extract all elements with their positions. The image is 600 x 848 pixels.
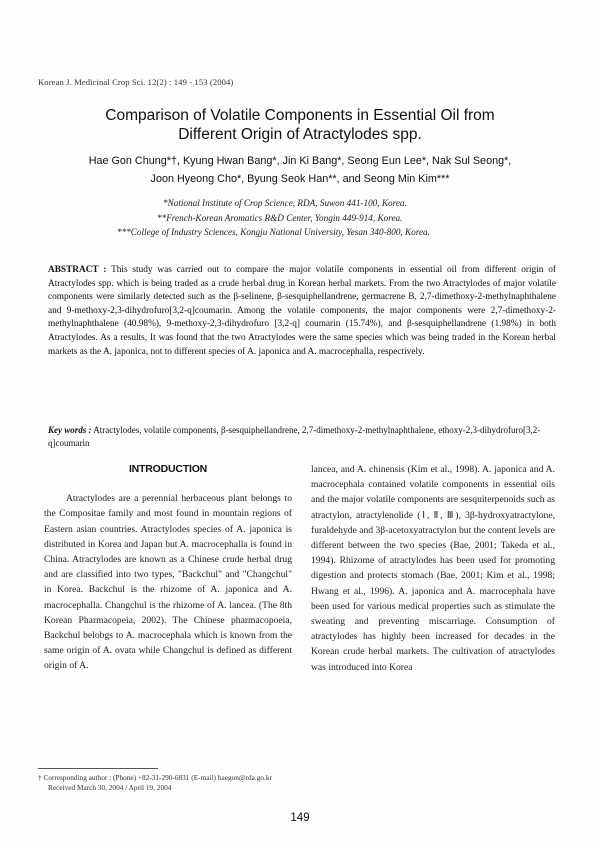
abstract-label: ABSTRACT : bbox=[48, 265, 107, 275]
abstract bbox=[48, 264, 556, 359]
keywords-label: Key words : bbox=[48, 425, 92, 435]
affiliation-1: *National Institute of Crop Science, RDA, Suwon 441-100, Korea. bbox=[163, 198, 407, 208]
affiliation-3: ***College of Industry Sciences, Kongju National University, Yesan 340-800, Korea. bbox=[117, 227, 430, 237]
keywords-text: Atractylodes, volatile components, β-sesquiphellandrene, 2,7-dimethoxy-2-methylnaphthalene, ethoxy-2,3-dihydrofuro[3,2-q]coumarin bbox=[48, 425, 541, 448]
abstract-text: This study was carried out to compare the major volatile components in essential oil from different origin of Atractylodes spp. which is being traded as a crude herbal drug in Korean herbal markets. From the two Atractylodes of major volatile components were similarly detected such as the β-selinene, β-sesquiphellandrene, germacrene B, 2,7-dimethoxy-2-methylnaphthalene and 9-methoxy-2,3-dihydrofuro[3,2-q]coumarin. Among the volatile components, the major components were 2,7-dimethoxy-2-methylnaphthalene (40.98%), 9-methoxy-2,3-dihydrofuro [3,2-q] coumarin (15.74%), and β-sesquiphellandrene (1.98%) in both Atractylodes. As a results, It was found that the two Atractylodes were the same species which was being traded in the Korean herbal markets as the A. japonica, not to different species of A. japonica and A. macrocephalla, respectively. bbox=[48, 265, 556, 357]
journal-citation: Korean J. Medicinal Crop Sci. 12(2) : 149 - 153 (2004) bbox=[38, 77, 234, 87]
footnote-divider bbox=[38, 768, 158, 769]
introduction-paragraph-left: Atractylodes are a perennial herbaceous plant belongs to the Compositae family and most found in mountain regions of Eastern asian countries. Atractylodes species of A. japonica is distributed in Korea and Japan but A. macrocephalla is found in China. Atractylodes are known as a Chinese crude herbal drug and are classified into two types, "Backchul" and "Changchul" in Korea. Backchul is the rhizome of A. japonica and A. macrocephalla. Changchul is the rhizome of A. lancea. (The 8th Korean Pharmacopeia, 2002). The Chinese pharmacopoeia, Backchul belobgs to A. macrocephala which is known from the same origin of A. ovata while Changchul is defined as different origin of A. bbox=[44, 493, 292, 672]
keywords bbox=[48, 424, 556, 449]
corresponding-author-footnote: † Corresponding author : (Phone) +82-31-290-6831 (E-mail) haegon@rda.go.kr bbox=[38, 773, 272, 782]
paper-title-line-1: Comparison of Volatile Components in Essential Oil from bbox=[105, 107, 495, 124]
left-column bbox=[44, 462, 292, 674]
introduction-heading: INTRODUCTION bbox=[128, 463, 208, 475]
received-date-footnote: Received March 30, 2004 / April 19, 2004 bbox=[48, 783, 172, 792]
affiliation-2: **French-Korean Aromatics R&D Center, Yongin 449-914, Korea. bbox=[157, 213, 403, 223]
page-number: 149 bbox=[290, 812, 310, 824]
introduction-paragraph-right: lancea, and A. chinensis (Kim et al., 1998). A. japonica and A. macrocephala contained volatile components in essential oils and the major volatile components are sesquiterpenoids such as atractylon, atractylenolide (Ⅰ, Ⅱ, Ⅲ), 3β-hydroxyatractylone, furaldehyde and 3β-acetoxyatractylon but the content levels are different between the two species (Bae, 2001; Takeda et al., 1994). Rhizome of atractylodes has been used for promoting digestion and protects stomach (Bae, 2001; Kim et al., 1998; Hwang et al., 1996). A. japonica and A. macrocephala have been used for various medical properties such as stimulate the sweating and preventing miscarriage. Consumption of atractylodes has highly been increased for decades in the Korean crude herbal markets. The cultivation of atractylodes was introduced into Korea bbox=[311, 464, 555, 673]
paper-title-line-2: Different Origin of Atractylodes spp. bbox=[178, 126, 422, 143]
right-column bbox=[311, 462, 555, 675]
author-list-line-2: Joon Hyeong Cho*, Byung Seok Han**, and Seong Min Kim*** bbox=[150, 173, 450, 185]
author-list-line-1: Hae Gon Chung*†, Kyung Hwan Bang*, Jin Ki Bang*, Seong Eun Lee*, Nak Sul Seong*, bbox=[88, 155, 512, 167]
